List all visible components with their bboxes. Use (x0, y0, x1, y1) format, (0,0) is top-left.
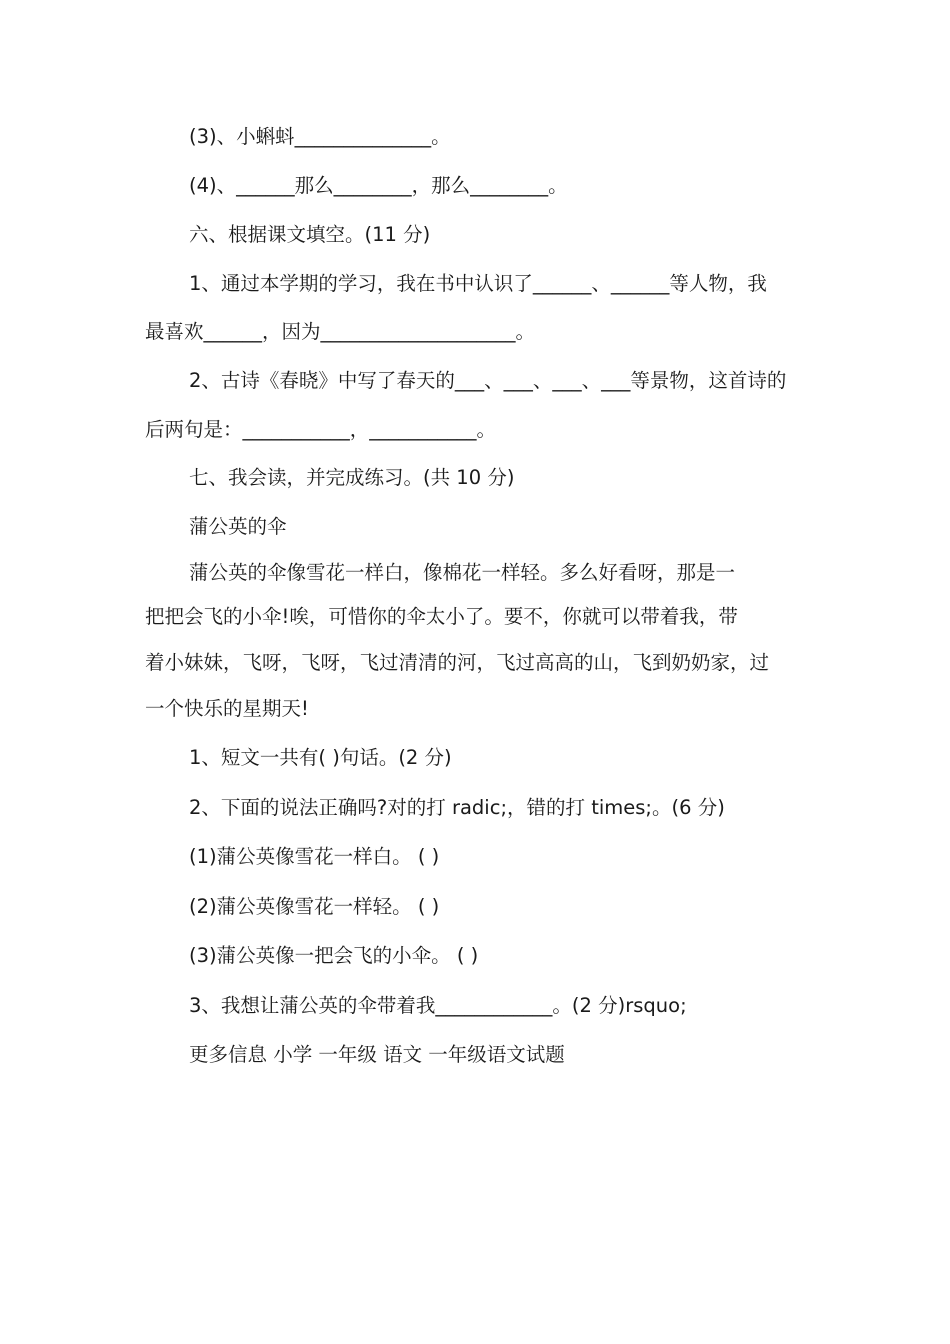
section-6-question-1-line-1: 1、通过本学期的学习，我在书中认识了______、______等人物，我 (189, 272, 767, 295)
section-6-question-2-line-1: 2、古诗《春晓》中写了春天的___、___、___、___等景物，这首诗的 (189, 369, 787, 392)
section-6-heading: 六、根据课文填空。(11 分) (189, 223, 431, 246)
passage-line-2: 把把会飞的小伞!唉，可惜你的伞太小了。要不，你就可以带着我，带 (145, 605, 738, 628)
section-7-question-2-item-2: (2)蒲公英像雪花一样轻。 ( ) (189, 895, 440, 918)
question-5-item-4: (4)、______那么________，那么________。 (189, 174, 568, 197)
section-7-question-1: 1、短文一共有( )句话。(2 分) (189, 746, 452, 769)
section-7-question-2: 2、下面的说法正确吗?对的打 radic;，错的打 times;。(6 分) (189, 796, 725, 819)
section-7-heading: 七、我会读，并完成练习。(共 10 分) (189, 466, 515, 489)
more-info-tags: 更多信息 小学 一年级 语文 一年级语文试题 (189, 1043, 565, 1066)
passage-title: 蒲公英的伞 (189, 515, 287, 538)
section-6-question-1-line-2: 最喜欢______，因为____________________。 (145, 320, 536, 343)
section-7-question-3: 3、我想让蒲公英的伞带着我____________。(2 分)rsquo; (189, 994, 687, 1017)
question-5-item-3: (3)、小蝌蚪______________。 (189, 125, 451, 148)
section-7-question-2-item-1: (1)蒲公英像雪花一样白。 ( ) (189, 845, 440, 868)
passage-line-4: 一个快乐的星期天! (145, 697, 309, 720)
passage-line-1: 蒲公英的伞像雪花一样白，像棉花一样轻。多么好看呀，那是一 (189, 561, 736, 584)
section-6-question-2-line-2: 后两句是：___________，___________。 (145, 418, 497, 441)
section-7-question-2-item-3: (3)蒲公英像一把会飞的小伞。 ( ) (189, 944, 479, 967)
passage-line-3: 着小妹妹，飞呀，飞呀，飞过清清的河，飞过高高的山，飞到奶奶家，过 (145, 651, 770, 674)
